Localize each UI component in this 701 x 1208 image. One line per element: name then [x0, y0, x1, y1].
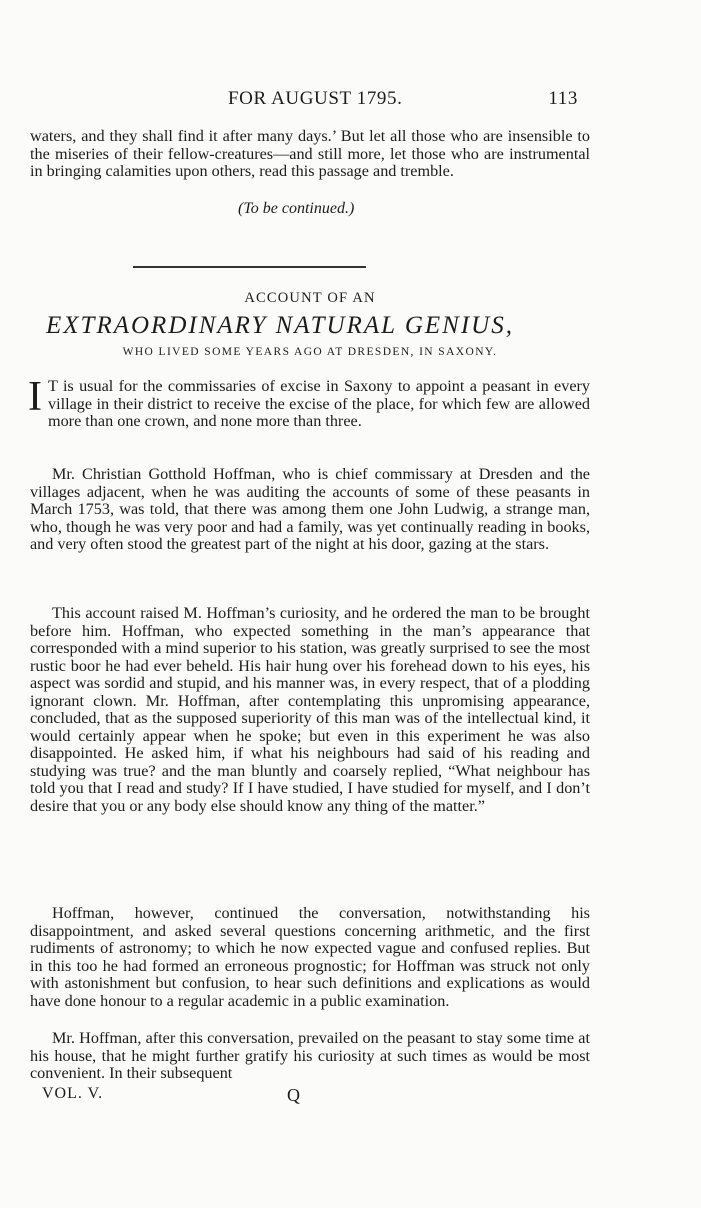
article-subtitle: WHO LIVED SOME YEARS AGO AT DRESDEN, IN SAXONY. — [122, 346, 498, 358]
running-title: FOR AUGUST 1795. — [228, 88, 403, 109]
volume-label: VOL. V. — [42, 1085, 104, 1102]
drop-cap: I — [28, 374, 42, 420]
to-be-continued: (To be continued.) — [238, 200, 355, 217]
paragraph-1 — [28, 374, 590, 431]
article-title: EXTRAORDINARY NATURAL GENIUS, — [46, 312, 514, 339]
article-kicker: ACCOUNT OF AN — [244, 290, 376, 306]
paragraph-4: Hoffman, however, continued the conversation, notwithstanding his disappointment, and asked several questions concerning arithmetic, and the first rudiments of astronomy; to which he now expected vague and confused replies. But in this too he had formed an erroneous prognostic; for Hoffman was struck not only with astonishment but confusion, to hear such definitions and explications as would have done honour to a regular academic in a public examination. — [30, 904, 590, 1010]
paragraph-1-text: T is usual for the commissaries of excise in Saxony to appoint a peasant in every village in their district to receive the excise of the place, for which few are allowed more than one crown, and none more than three. — [48, 377, 590, 430]
signature-mark: Q — [287, 1085, 300, 1105]
running-header — [228, 88, 578, 110]
paragraph-3: This account raised M. Hoffman’s curiosity, and he ordered the man to be brought before him. Hoffman, who expected something in the man’s appearance that corresponded with a mind superior to his station, was greatly surprised to see the most rustic boor he had ever beheld. His hair hung over his forehead down to his eyes, his aspect was sordid and stupid, and his manner was, in every respect, that of a plodding ignorant clown. Mr. Hoffman, after contemplating this unpromising appearance, concluded, that as the supposed superiority of this man was of the intellectual kind, it would certainly appear when he spoke; but even in this experiment he was also disappointed. He asked him, if what his neighbours had said of his reading and studying was true? and the man bluntly and coarsely replied, “What neighbour has told you that I read and study? If I have studied, I have studied for myself, and I don’t desire that you or any body else should know any thing of the matter.” — [30, 604, 590, 815]
section-divider — [133, 266, 366, 268]
page-number: 113 — [548, 88, 578, 109]
paragraph-2: Mr. Christian Gotthold Hoffman, who is chief commissary at Dresden and the villages adjacent, when he was auditing the accounts of some of these peasants in March 1753, was told, that there was among them one John Ludwig, a strange man, who, though he was very poor and had a family, was yet continually reading in books, and very often stood the greatest part of the night at his door, gazing at the stars. — [30, 465, 590, 553]
paragraph-5: Mr. Hoffman, after this conversation, prevailed on the peasant to stay some time at his house, that he might further gratify his curiosity at such times as would be most convenient. In their subsequent — [30, 1029, 590, 1082]
continuation-paragraph: waters, and they shall find it after many days.’ But let all those who are insensible to the miseries of their fellow-creatures—and still more, let those who are instrumental in bringing calamities upon others, read this passage and tremble. — [30, 127, 590, 180]
